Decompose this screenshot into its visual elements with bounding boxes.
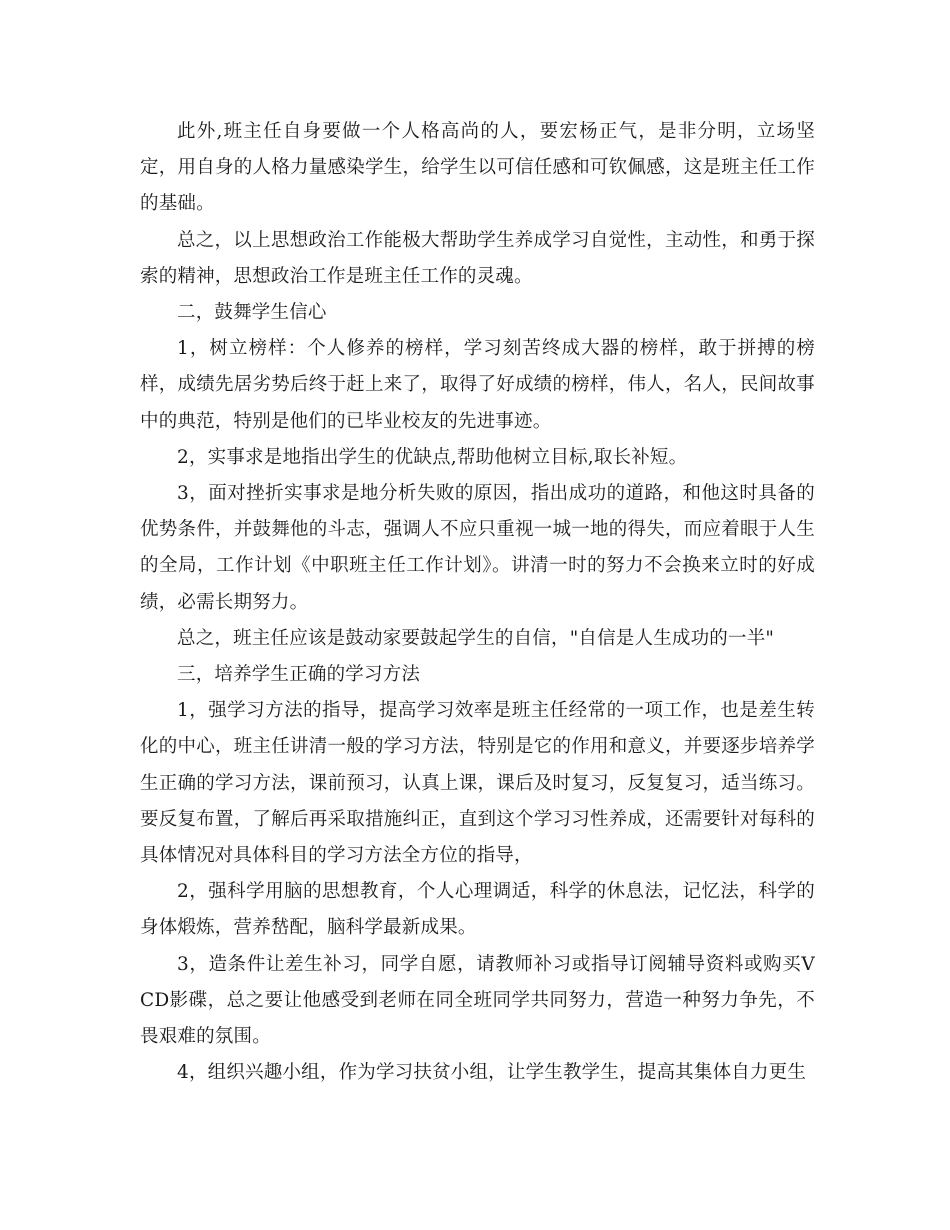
document-body [140,114,815,1091]
paragraph-10: 4，组织兴趣小组，作为学习扶贫小组，让学生教学生，提高其集体自力更生 [177,1062,807,1084]
paragraph-7: 1，强学习方法的指导，提高学习效率是班主任经常的一项工作，也是差生转化的中心，班主任讲清一般的学习方法，特别是它的作用和意义，并要逐步培养学生正确的学习方法，课前预习，认真上课，课后及时复习，反复复习，适当练习。要反复布置，了解后再采取措施纠正，直到这个学习习性养成，还需要针对每科的具体情况对具体科目的学习方法全方位的指导， [140,700,815,867]
section-heading-2: 二，鼓舞学生信心 [177,302,327,324]
section-heading-3: 三，培养学生正确的学习方法 [177,664,421,686]
paragraph-5: 3，面对挫折实事求是地分析失败的原因，指出成功的道路，和他这时具备的优势条件，并鼓舞他的斗志，强调人不应只重视一城一地的得失，而应着眼于人生的全局，工作计划《中职班主任工作计划》。讲清一时的努力不会换来立时的好成绩，必需长期努力。 [140,483,815,613]
paragraph-1: 此外,班主任自身要做一个人格高尚的人，要宏杨正气，是非分明，立场坚定，用自身的人格力量感染学生，给学生以可信任感和可钦佩感，这是班主任工作的基础。 [140,121,815,215]
paragraph-9: 3，造条件让差生补习，同学自愿，请教师补习或指导订阅辅导资料或购买VCD影碟，总之要让他感受到老师在同全班同学共同努力，营造一种努力争先，不畏艰难的氛围。 [140,953,815,1048]
paragraph-8: 2，强科学用脑的思想教育，个人心理调适，科学的休息法，记忆法，科学的身体煅炼，营养嵆配，脑科学最新成果。 [140,881,815,939]
paragraph-6: 总之，班主任应该是鼓动家要鼓起学生的自信，"自信是人生成功的一半" [177,627,775,649]
paragraph-2: 总之，以上思想政治工作能极大帮助学生养成学习自觉性，主动性，和勇于探索的精神，思想政治工作是班主任工作的灵魂。 [140,229,815,287]
paragraph-4: 2，实事求是地指出学生的优缺点,帮助他树立目标,取长补短。 [177,446,688,468]
paragraph-3: 1，树立榜样：个人修养的榜样，学习刻苦终成大器的榜样，敢于拼搏的榜样，成绩先居劣势后终于赶上来了，取得了好成绩的榜样，伟人，名人，民间故事中的典范，特别是他们的已毕业校友的先进事迹。 [140,338,815,432]
